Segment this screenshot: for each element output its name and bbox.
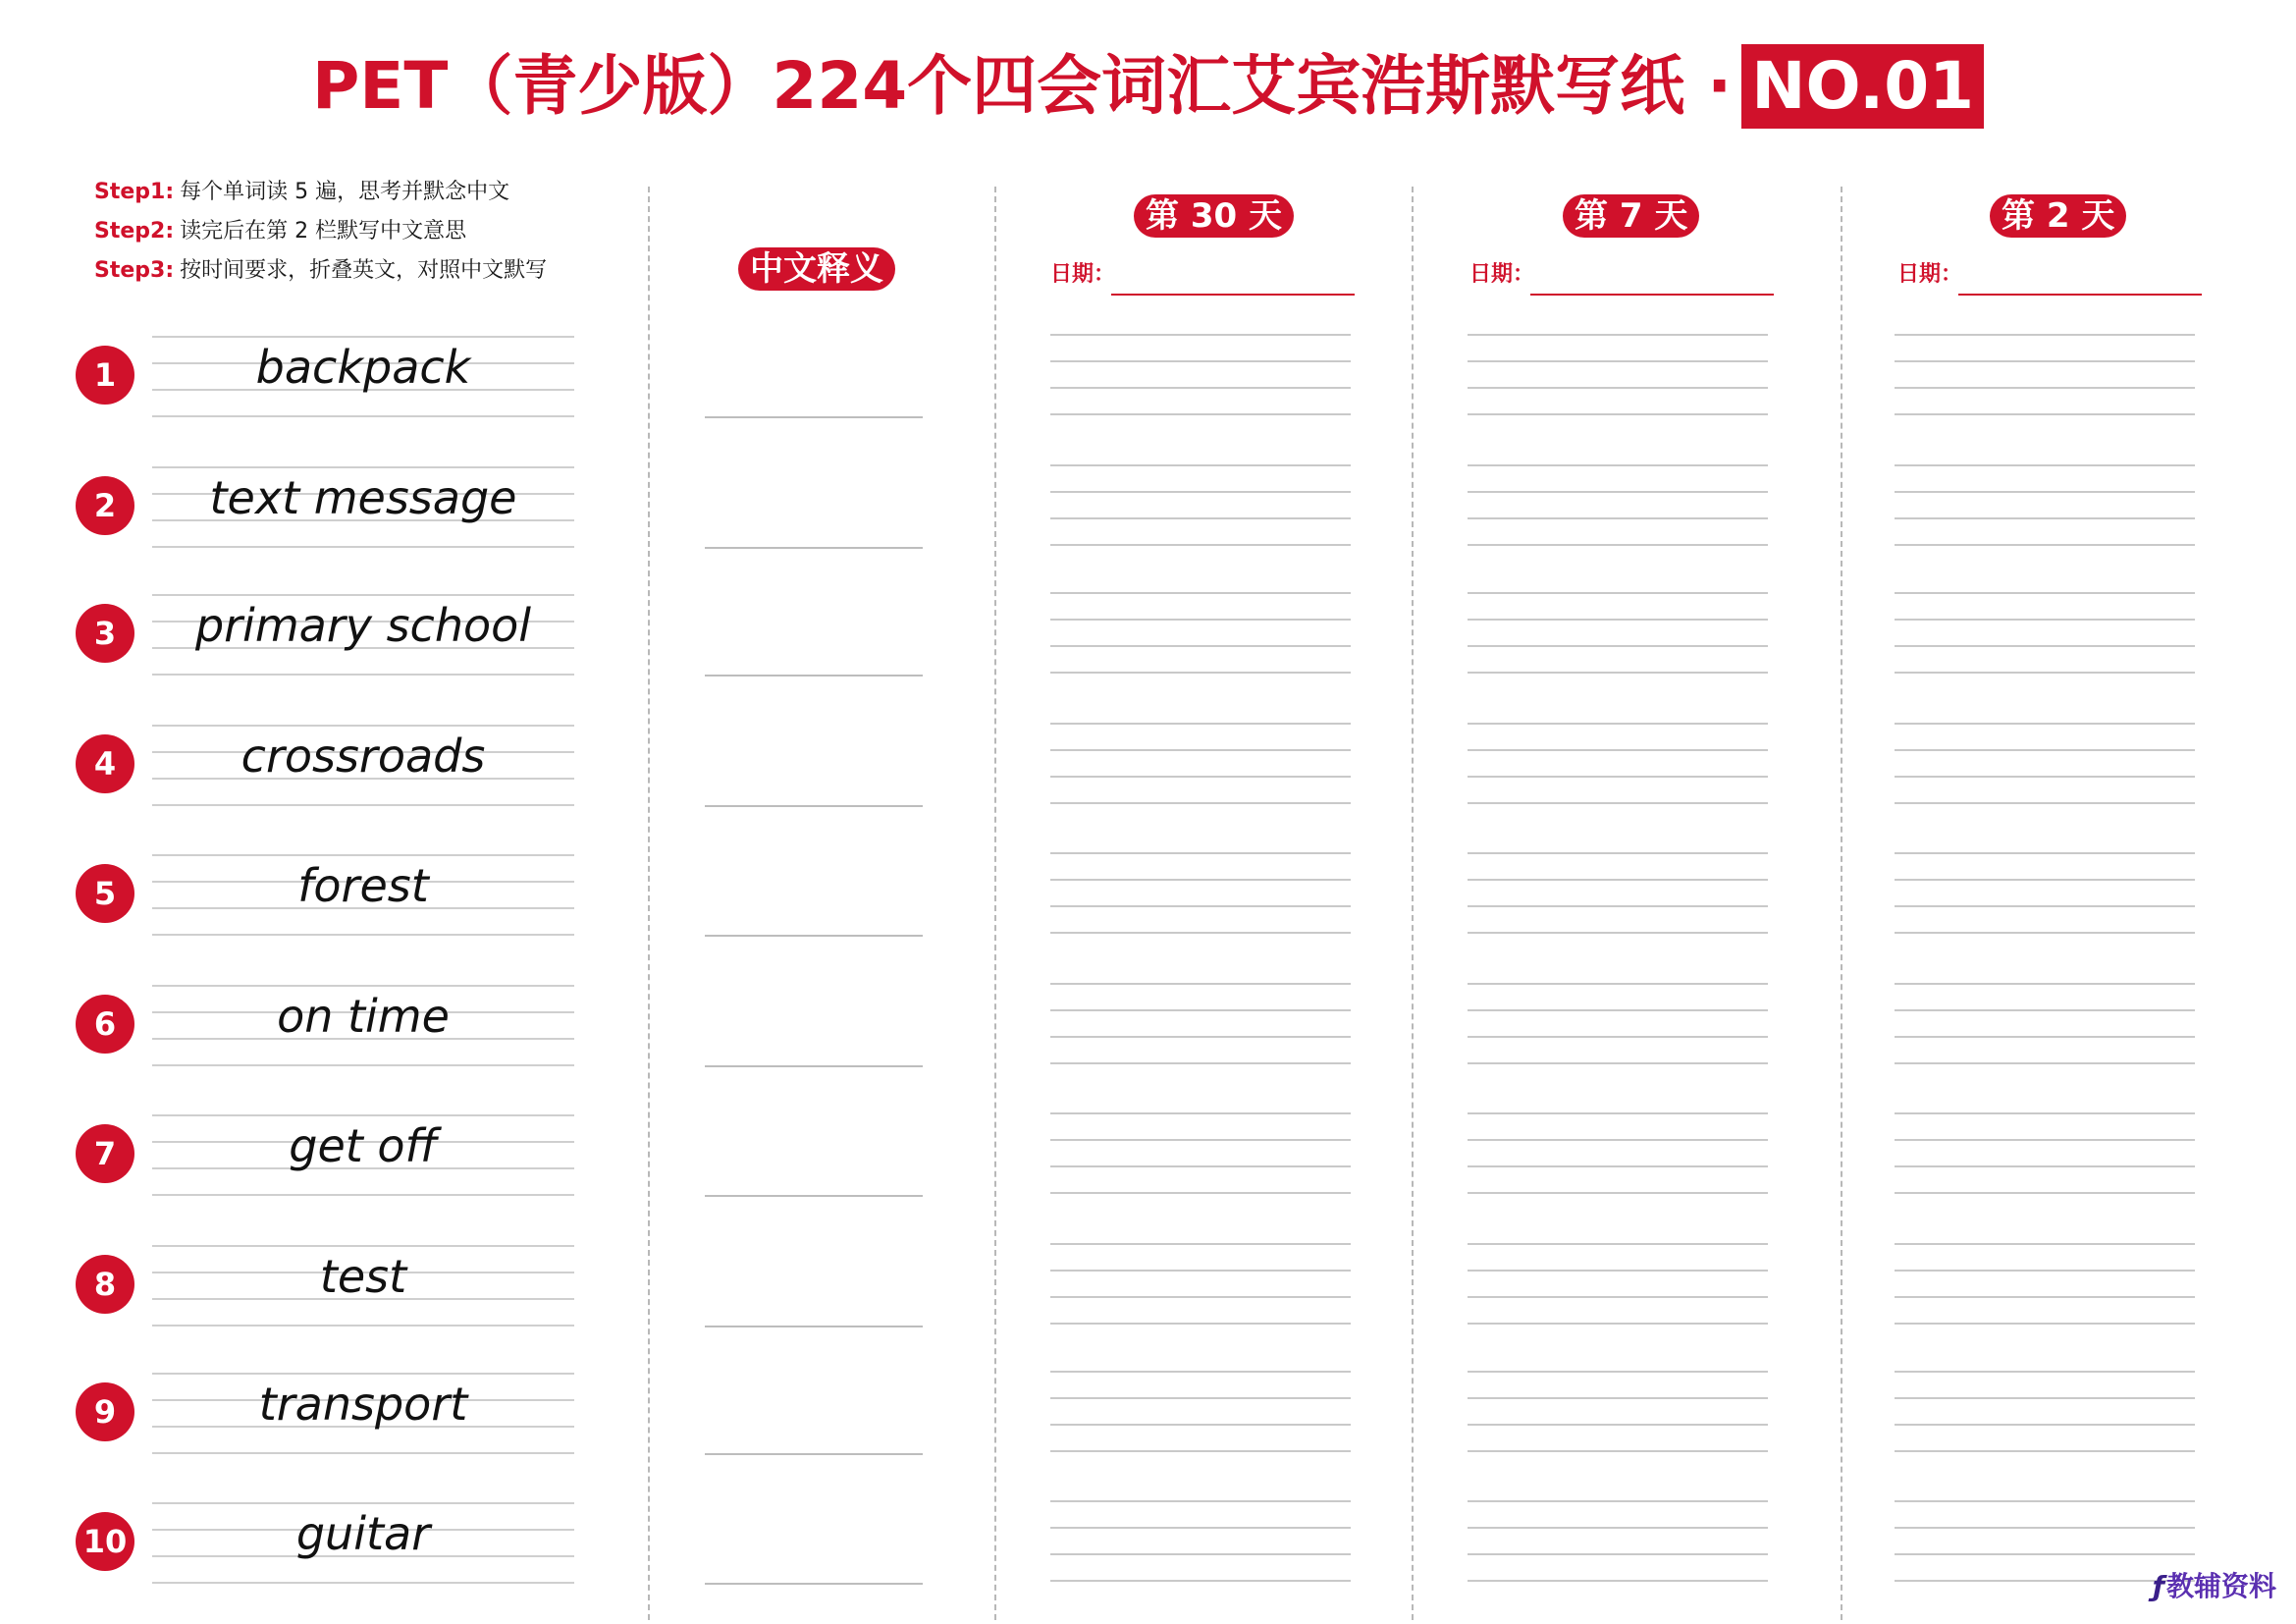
dictation-line[interactable] xyxy=(1468,1192,1768,1194)
dictation-line[interactable] xyxy=(1050,1112,1351,1114)
dictation-line[interactable] xyxy=(1895,983,2195,985)
dictation-line[interactable] xyxy=(1468,1062,1768,1064)
dictation-line[interactable] xyxy=(1050,983,1351,985)
dictation-line[interactable] xyxy=(1895,1450,2195,1452)
dictation-line[interactable] xyxy=(1050,1270,1351,1272)
dictation-line[interactable] xyxy=(1050,852,1351,854)
dictation-line[interactable] xyxy=(1050,1371,1351,1373)
english-word: backpack xyxy=(255,341,471,394)
dictation-line[interactable] xyxy=(1468,1450,1768,1452)
dictation-line[interactable] xyxy=(1050,1165,1351,1167)
dictation-line[interactable] xyxy=(1468,1296,1768,1298)
word-number: 4 xyxy=(76,734,134,793)
dictation-line[interactable] xyxy=(1895,1371,2195,1373)
dictation-line[interactable] xyxy=(1468,1323,1768,1325)
dictation-line[interactable] xyxy=(1895,802,2195,804)
dictation-line[interactable] xyxy=(1895,1270,2195,1272)
dictation-line[interactable] xyxy=(1895,1009,2195,1011)
brand-text: 教辅资料 xyxy=(2165,1570,2276,1602)
dictation-line[interactable] xyxy=(1468,802,1768,804)
dictation-line[interactable] xyxy=(1050,517,1351,519)
word-guide-line xyxy=(152,804,574,806)
dictation-line[interactable] xyxy=(1895,852,2195,854)
dictation-line[interactable] xyxy=(1895,932,2195,934)
dictation-line[interactable] xyxy=(1050,802,1351,804)
dictation-line[interactable] xyxy=(1050,932,1351,934)
step-label: Step1: xyxy=(94,180,175,204)
dictation-line[interactable] xyxy=(1895,1243,2195,1245)
dictation-line[interactable] xyxy=(1895,1062,2195,1064)
dictation-line[interactable] xyxy=(1895,1036,2195,1038)
dictation-line[interactable] xyxy=(1468,905,1768,907)
word-guide-line xyxy=(152,336,574,338)
step-1 xyxy=(94,173,547,212)
dictation-line[interactable] xyxy=(1895,723,2195,725)
dictation-line[interactable] xyxy=(1050,905,1351,907)
dictation-line[interactable] xyxy=(1050,491,1351,493)
dictation-line[interactable] xyxy=(1050,1527,1351,1529)
dictation-line[interactable] xyxy=(1895,1527,2195,1529)
dictation-line[interactable] xyxy=(1050,723,1351,725)
dictation-line[interactable] xyxy=(1050,1424,1351,1426)
dictation-line[interactable] xyxy=(1895,517,2195,519)
dictation-line[interactable] xyxy=(1468,1527,1768,1529)
dictation-line[interactable] xyxy=(1468,491,1768,493)
dictation-line[interactable] xyxy=(1895,1192,2195,1194)
dictation-line[interactable] xyxy=(1468,360,1768,362)
english-word: on time xyxy=(277,990,450,1043)
column-divider xyxy=(648,187,650,1620)
meaning-answer-line[interactable] xyxy=(705,1065,923,1067)
dictation-line[interactable] xyxy=(1050,360,1351,362)
english-word: test xyxy=(319,1250,407,1303)
dictation-line[interactable] xyxy=(1468,723,1768,725)
dictation-line[interactable] xyxy=(1468,1500,1768,1502)
dictation-line[interactable] xyxy=(1050,1580,1351,1582)
word-number: 7 xyxy=(76,1124,134,1183)
dictation-line[interactable] xyxy=(1468,749,1768,751)
english-word: crossroads xyxy=(240,730,486,783)
dictation-line[interactable] xyxy=(1468,464,1768,466)
sheet-number-badge: NO.01 xyxy=(1741,44,1984,129)
dictation-line[interactable] xyxy=(1895,360,2195,362)
dictation-line[interactable] xyxy=(1895,776,2195,778)
dictation-line[interactable] xyxy=(1468,1371,1768,1373)
word-number: 8 xyxy=(76,1255,134,1314)
dictation-line[interactable] xyxy=(1050,1139,1351,1141)
dictation-line[interactable] xyxy=(1050,1553,1351,1555)
english-word: transport xyxy=(258,1378,468,1431)
dictation-line[interactable] xyxy=(1895,1424,2195,1426)
dictation-line[interactable] xyxy=(1468,932,1768,934)
step-text: 按时间要求，折叠英文，对照中文默写 xyxy=(180,258,548,283)
meaning-answer-line[interactable] xyxy=(705,935,923,937)
word-guide-line xyxy=(152,415,574,417)
dictation-line[interactable] xyxy=(1468,334,1768,336)
meaning-answer-line[interactable] xyxy=(705,1326,923,1327)
meaning-answer-line[interactable] xyxy=(705,675,923,677)
dictation-line[interactable] xyxy=(1895,1139,2195,1141)
dictation-line[interactable] xyxy=(1468,852,1768,854)
dictation-line[interactable] xyxy=(1468,1165,1768,1167)
word-number: 5 xyxy=(76,864,134,923)
dictation-line[interactable] xyxy=(1895,413,2195,415)
date-label: 日期： xyxy=(1050,262,1116,287)
dictation-line[interactable] xyxy=(1468,776,1768,778)
word-guide-line xyxy=(152,1325,574,1326)
meaning-answer-line[interactable] xyxy=(705,416,923,418)
english-word: guitar xyxy=(295,1507,431,1560)
word-guide-line xyxy=(152,1114,574,1116)
dictation-line[interactable] xyxy=(1895,645,2195,647)
dictation-line[interactable] xyxy=(1050,1450,1351,1452)
dictation-line[interactable] xyxy=(1468,1243,1768,1245)
word-number: 10 xyxy=(76,1512,134,1571)
dictation-line[interactable] xyxy=(1895,491,2195,493)
dictation-line[interactable] xyxy=(1050,1062,1351,1064)
dictation-line[interactable] xyxy=(1468,1112,1768,1114)
word-guide-line xyxy=(152,1245,574,1247)
dictation-line[interactable] xyxy=(1468,413,1768,415)
dictation-line[interactable] xyxy=(1050,1009,1351,1011)
dictation-line[interactable] xyxy=(1050,749,1351,751)
meaning-answer-line[interactable] xyxy=(705,1195,923,1197)
dictation-line[interactable] xyxy=(1468,1397,1768,1399)
meaning-column-header: 中文释义 xyxy=(738,247,895,291)
dictation-line[interactable] xyxy=(1050,1036,1351,1038)
step-3 xyxy=(94,251,547,291)
f-logo-icon: ƒ xyxy=(2152,1570,2164,1602)
dictation-line[interactable] xyxy=(1468,983,1768,985)
dictation-line[interactable] xyxy=(1895,1323,2195,1325)
meaning-answer-line[interactable] xyxy=(705,547,923,549)
word-guide-line xyxy=(152,1502,574,1504)
dictation-line[interactable] xyxy=(1050,464,1351,466)
dictation-line[interactable] xyxy=(1895,1165,2195,1167)
dictation-line[interactable] xyxy=(1050,645,1351,647)
date-field[interactable] xyxy=(1530,294,1774,296)
dictation-line[interactable] xyxy=(1895,464,2195,466)
dictation-line[interactable] xyxy=(1468,1270,1768,1272)
dictation-line[interactable] xyxy=(1468,592,1768,594)
dictation-line[interactable] xyxy=(1468,645,1768,647)
column-divider xyxy=(1412,187,1414,1620)
dictation-line[interactable] xyxy=(1895,544,2195,546)
dictation-line[interactable] xyxy=(1895,879,2195,881)
word-number: 3 xyxy=(76,604,134,663)
word-guide-line xyxy=(152,1064,574,1066)
step-text: 读完后在第 2 栏默写中文意思 xyxy=(180,219,467,244)
dictation-line[interactable] xyxy=(1468,1139,1768,1141)
dictation-line[interactable] xyxy=(1050,544,1351,546)
word-guide-line xyxy=(152,854,574,856)
dictation-line[interactable] xyxy=(1895,1580,2195,1582)
dictation-line[interactable] xyxy=(1050,776,1351,778)
dictation-line[interactable] xyxy=(1895,1553,2195,1555)
word-guide-line xyxy=(152,546,574,548)
dictation-line[interactable] xyxy=(1895,1296,2195,1298)
meaning-answer-line[interactable] xyxy=(705,1453,923,1455)
dictation-line[interactable] xyxy=(1895,1500,2195,1502)
dictation-line[interactable] xyxy=(1895,1397,2195,1399)
dictation-line[interactable] xyxy=(1895,334,2195,336)
dictation-line[interactable] xyxy=(1468,1424,1768,1426)
dictation-line[interactable] xyxy=(1468,387,1768,389)
english-word: text message xyxy=(209,471,517,524)
step-text: 每个单词读 5 遍，思考并默念中文 xyxy=(180,180,510,204)
dictation-line[interactable] xyxy=(1895,672,2195,674)
meaning-answer-line[interactable] xyxy=(705,1583,923,1585)
step-label: Step2: xyxy=(94,219,175,244)
word-number: 2 xyxy=(76,476,134,535)
word-guide-line xyxy=(152,1194,574,1196)
day2-column-header: 第 2 天 xyxy=(1990,194,2126,238)
word-number: 9 xyxy=(76,1382,134,1441)
dictation-line[interactable] xyxy=(1050,879,1351,881)
word-guide-line xyxy=(152,725,574,727)
word-guide-line xyxy=(152,674,574,676)
dictation-line[interactable] xyxy=(1050,1323,1351,1325)
dictation-line[interactable] xyxy=(1050,619,1351,621)
step-2 xyxy=(94,212,547,251)
dictation-line[interactable] xyxy=(1895,619,2195,621)
dictation-line[interactable] xyxy=(1050,1296,1351,1298)
dictation-line[interactable] xyxy=(1050,387,1351,389)
date-label: 日期： xyxy=(1897,262,1963,287)
dictation-line[interactable] xyxy=(1468,517,1768,519)
day7-column-header: 第 7 天 xyxy=(1563,194,1699,238)
english-word: forest xyxy=(297,859,429,912)
dictation-line[interactable] xyxy=(1468,544,1768,546)
word-guide-line xyxy=(152,1373,574,1375)
english-word: get off xyxy=(289,1119,438,1172)
column-divider xyxy=(1841,187,1842,1620)
dictation-line[interactable] xyxy=(1050,413,1351,415)
title-text: PET（青少版）224个四会词汇艾宾浩斯默写纸 · xyxy=(311,48,1733,124)
dictation-line[interactable] xyxy=(1468,879,1768,881)
dictation-line[interactable] xyxy=(1050,672,1351,674)
day30-column-header: 第 30 天 xyxy=(1134,194,1294,238)
word-number: 6 xyxy=(76,995,134,1054)
dictation-line[interactable] xyxy=(1050,334,1351,336)
page-title xyxy=(0,39,2296,134)
date-field[interactable] xyxy=(1111,294,1355,296)
word-guide-line xyxy=(152,1582,574,1584)
dictation-line[interactable] xyxy=(1895,592,2195,594)
dictation-line[interactable] xyxy=(1895,1112,2195,1114)
dictation-line[interactable] xyxy=(1050,1500,1351,1502)
dictation-line[interactable] xyxy=(1468,619,1768,621)
dictation-line[interactable] xyxy=(1468,1009,1768,1011)
brand-logo xyxy=(2153,1565,2276,1604)
word-guide-line xyxy=(152,466,574,468)
dictation-line[interactable] xyxy=(1895,387,2195,389)
dictation-line[interactable] xyxy=(1468,1553,1768,1555)
dictation-line[interactable] xyxy=(1050,1397,1351,1399)
date-field[interactable] xyxy=(1958,294,2202,296)
instructions xyxy=(94,173,547,291)
dictation-line[interactable] xyxy=(1895,749,2195,751)
date-label: 日期： xyxy=(1469,262,1535,287)
column-divider xyxy=(994,187,996,1620)
word-number: 1 xyxy=(76,346,134,405)
meaning-answer-line[interactable] xyxy=(705,805,923,807)
step-label: Step3: xyxy=(94,258,175,283)
english-word: primary school xyxy=(194,599,532,652)
word-guide-line xyxy=(152,985,574,987)
dictation-line[interactable] xyxy=(1050,592,1351,594)
word-guide-line xyxy=(152,594,574,596)
dictation-line[interactable] xyxy=(1050,1243,1351,1245)
dictation-line[interactable] xyxy=(1050,1192,1351,1194)
word-guide-line xyxy=(152,1452,574,1454)
dictation-line[interactable] xyxy=(1468,1580,1768,1582)
word-guide-line xyxy=(152,934,574,936)
dictation-line[interactable] xyxy=(1468,672,1768,674)
dictation-line[interactable] xyxy=(1468,1036,1768,1038)
dictation-line[interactable] xyxy=(1895,905,2195,907)
